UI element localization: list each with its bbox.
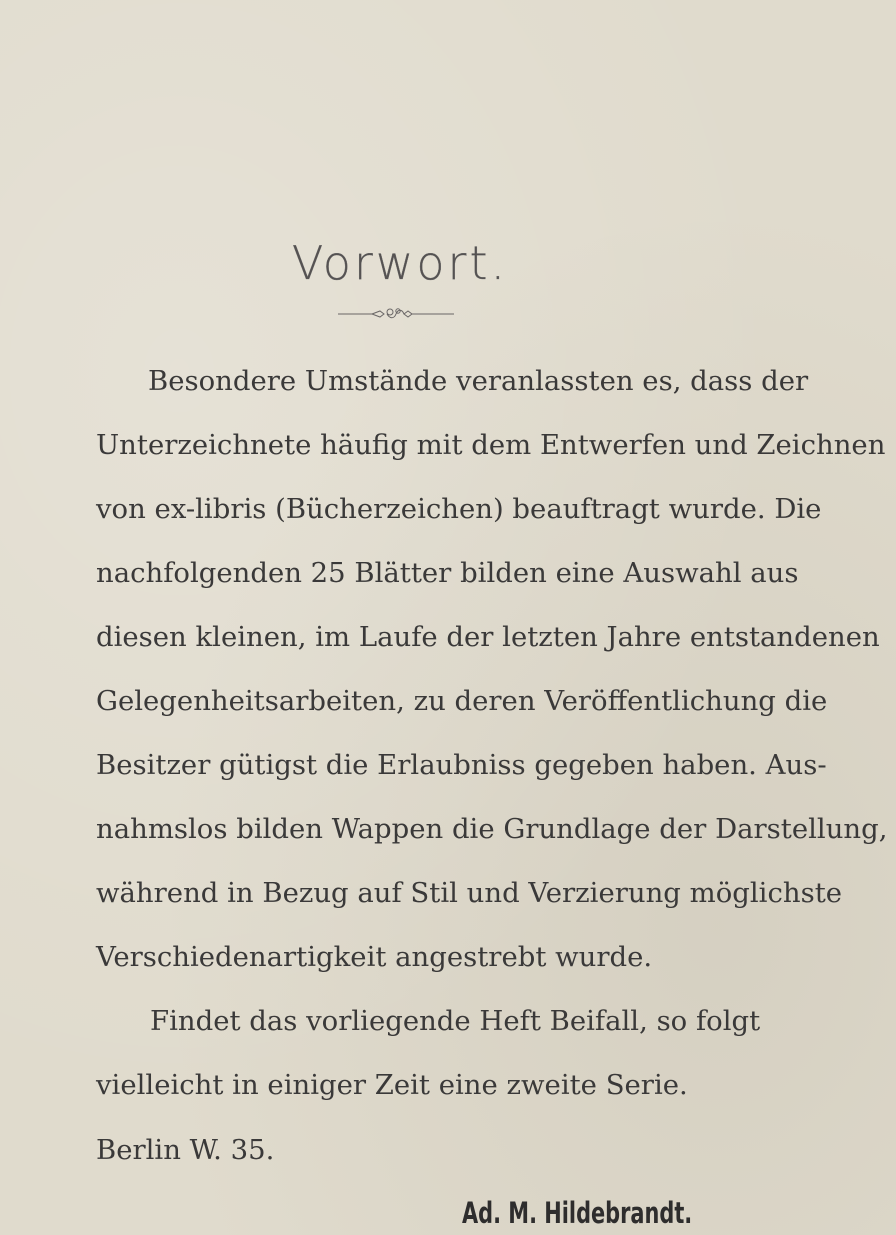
signature: Ad. M. Hildebrandt. [462,1196,693,1230]
paragraph-2-line: vielleicht in einiger Zeit eine zweite Serie. [96,1069,688,1101]
paragraph-1-line: Verschiedenartigkeit angestrebt wurde. [96,941,653,973]
paragraph-1-line: Besondere Umstände veranlassten es, dass der [148,365,809,397]
paragraph-1-line: nachfolgenden 25 Blätter bilden eine Auswahl aus [96,557,799,589]
paragraph-1-line: nahmslos bilden Wappen die Grundlage der Darstellung, [96,813,888,845]
paragraph-2-line: Findet das vorliegende Heft Beifall, so folgt [150,1005,761,1037]
paragraph-1-line: von ex-libris (Bücherzeichen) beauftragt wurde. Die [96,493,822,525]
vine-ornament-divider-icon [338,306,454,320]
paragraph-1-line: Gelegenheitsarbeiten, zu deren Veröffentlichung die [96,685,828,717]
place-line: Berlin W. 35. [96,1134,275,1166]
paragraph-1-line: Unterzeichnete häufig mit dem Entwerfen und Zeichnen [96,429,886,461]
paragraph-1-line: während in Bezug auf Stil und Verzierung möglichste [96,877,843,909]
paragraph-1-line: Besitzer gütigst die Erlaubniss gegeben haben. Aus- [96,749,827,781]
paragraph-1-line: diesen kleinen, im Laufe der letzten Jahre entstandenen [96,621,880,653]
page-title: Vorwort. [291,236,509,290]
